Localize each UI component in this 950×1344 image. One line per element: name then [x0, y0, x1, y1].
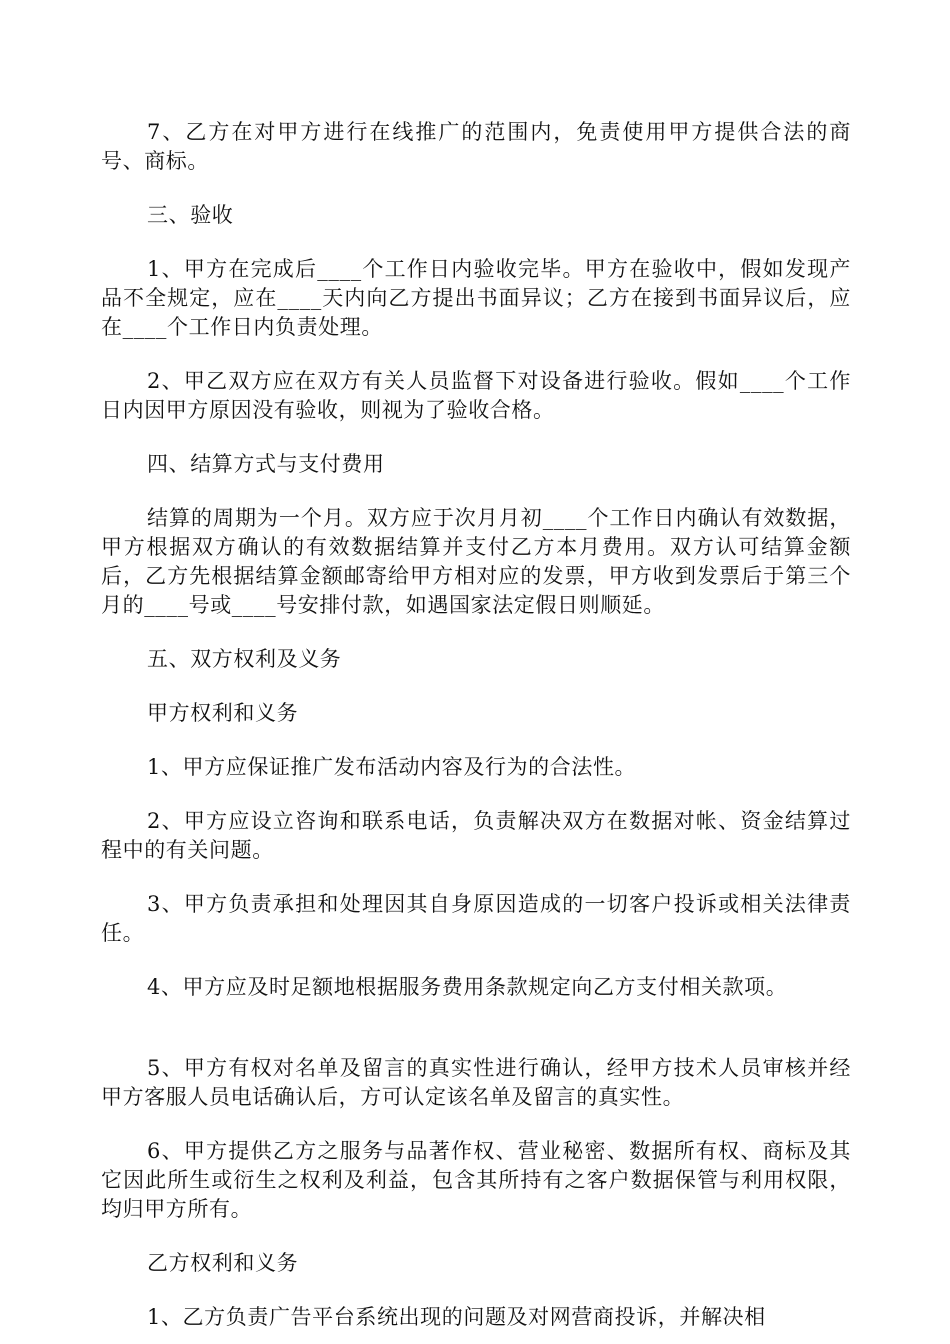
section-heading-acceptance: 三、验收 — [147, 203, 234, 227]
section-heading-settlement: 四、结算方式与支付费用 — [147, 452, 385, 476]
party-a-clause-6: 6、甲方提供乙方之服务与品著作权、营业秘密、数据所有权、商标及其它因此所生或衍生之权利及利益，包含其所持有之客户数据保管与利用权限，均归甲方所有。 — [101, 1139, 851, 1221]
section-heading-rights: 五、双方权利及义务 — [147, 647, 342, 671]
acceptance-clause-2: 2、甲乙双方应在双方有关人员监督下对设备进行验收。假如____个工作日内因甲方原因没有验收，则视为了验收合格。 — [101, 369, 851, 422]
party-a-clause-1: 1、甲方应保证推广发布活动内容及行为的合法性。 — [147, 755, 637, 779]
subheading-party-a-rights: 甲方权利和义务 — [147, 701, 299, 725]
party-a-clause-4: 4、甲方应及时足额地根据服务费用条款规定向乙方支付相关款项。 — [147, 975, 788, 999]
subheading-party-b-rights: 乙方权利和义务 — [147, 1251, 299, 1275]
document-body — [101, 118, 851, 1332]
party-a-clause-2: 2、甲方应设立咨询和联系电话，负责解决双方在数据对帐、资金结算过程中的有关问题。 — [101, 809, 851, 862]
party-a-clause-3: 3、甲方负责承担和处理因其自身原因造成的一切客户投诉或相关法律责任。 — [101, 892, 851, 945]
settlement-paragraph: 结算的周期为一个月。双方应于次月月初____个工作日内确认有效数据，甲方根据双方确认的有效数据结算并支付乙方本月费用。双方认可结算金额后，乙方先根据结算金额邮寄给甲方相对应的发票，甲方收到发票后于第三个月的____号或____号安排付款，如遇国家法定假日则顺延。 — [101, 506, 851, 617]
party-b-clause-1: 1、乙方负责广告平台系统出现的问题及对网营商投诉，并解决相 — [147, 1305, 766, 1329]
acceptance-clause-1: 1、甲方在完成后____个工作日内验收完毕。甲方在验收中，假如发现产品不全规定，应在____天内向乙方提出书面异议；乙方在接到书面异议后，应在____个工作日内负责处理。 — [101, 257, 851, 339]
clause-7-trademark-use: 7、乙方在对甲方进行在线推广的范围内，免责使用甲方提供合法的商号、商标。 — [101, 120, 851, 173]
party-a-clause-5: 5、甲方有权对名单及留言的真实性进行确认，经甲方技术人员审核并经甲方客服人员电话确认后，方可认定该名单及留言的真实性。 — [101, 1056, 851, 1109]
